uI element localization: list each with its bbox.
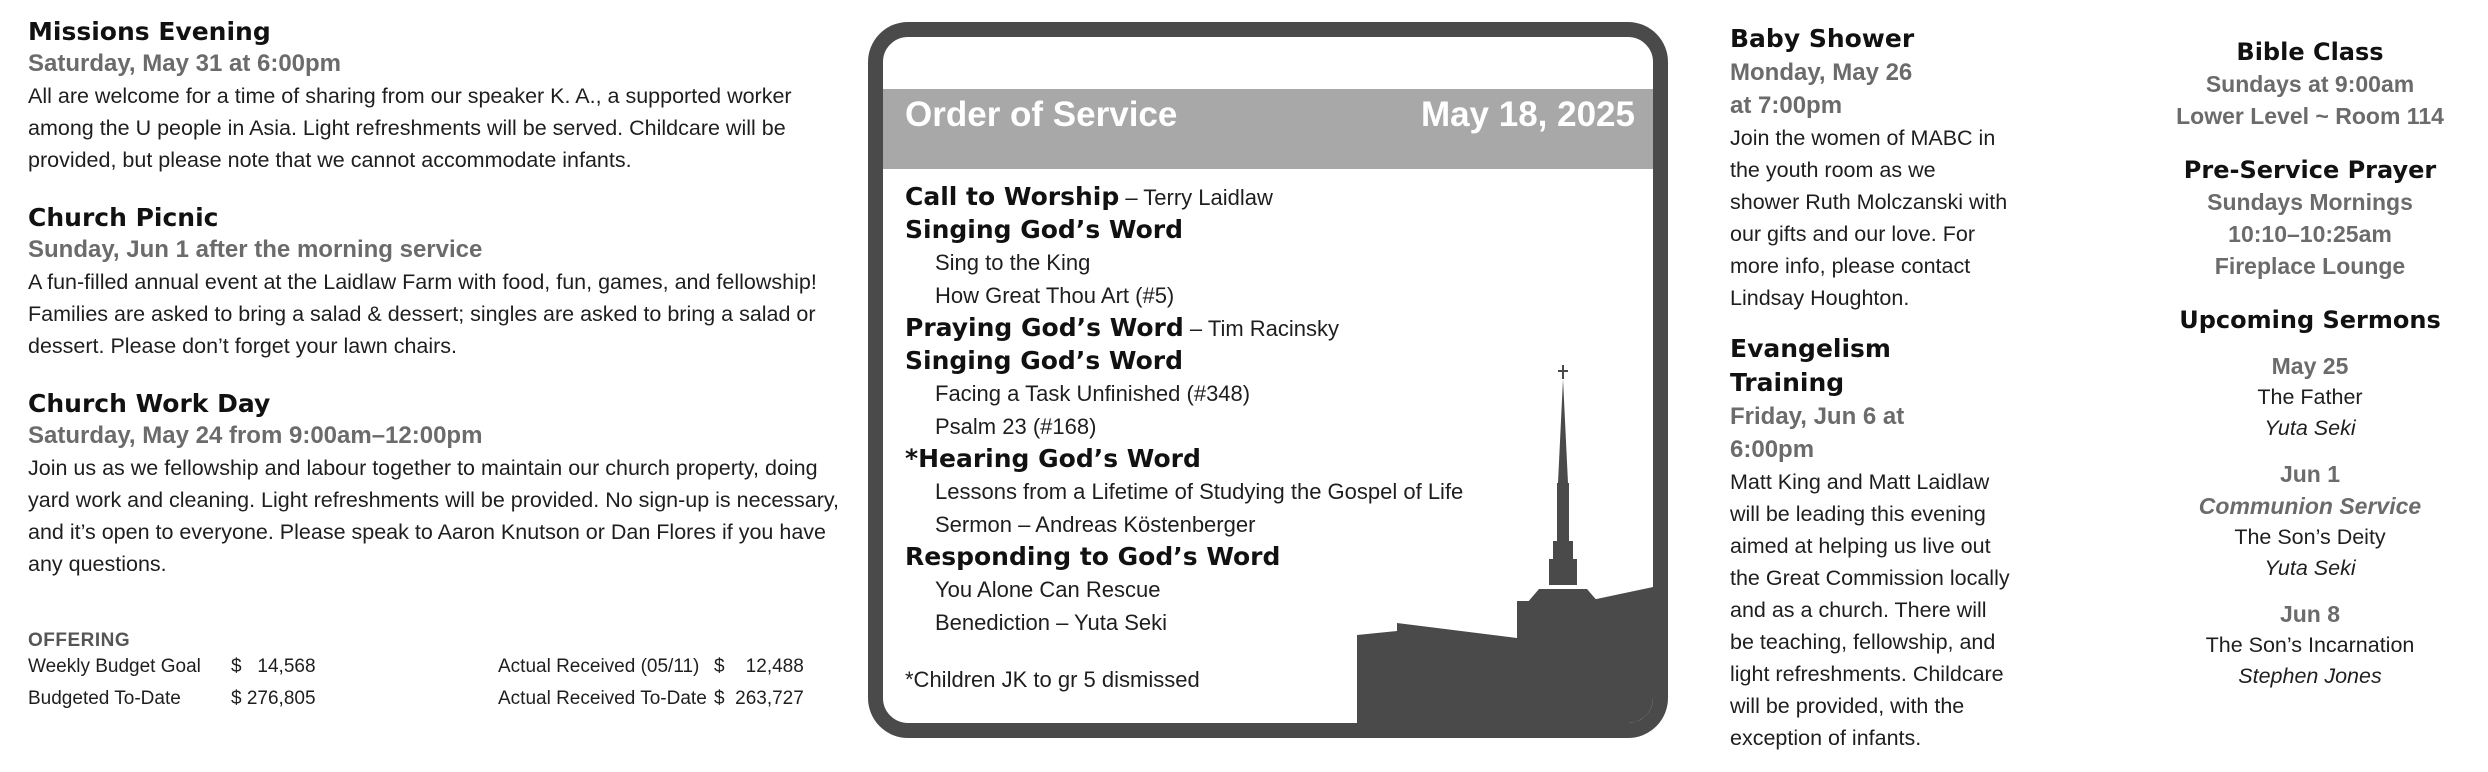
service-subitem: Facing a Task Unfinished (#348) [935,381,1251,406]
event-block [1730,22,2030,314]
offering-row [28,688,828,720]
service-heading [905,181,1645,214]
mid-events-column [1730,22,2030,772]
order-of-service-title: Order of Service [905,95,1178,134]
church-steeple-icon [1357,363,1653,723]
bible-class-title: Bible Class [2236,38,2384,66]
service-heading [905,312,1645,345]
offering-row [28,656,828,688]
event-text-line: A fun-filled annual event at the Laidlaw Farm with food, fun, games, and fellowship! [28,270,817,294]
event-text-line: dessert. Please don’t forget your lawn chairs. [28,334,458,358]
service-subitem: Sermon – Andreas Köstenberger [935,511,1256,537]
right-info-column [2130,36,2488,706]
offering-value: $ 14,568 [231,656,316,677]
event-when: at 7:00pm [1730,92,1843,119]
event-title: Missions Evening [28,17,271,46]
service-subitem: Psalm 23 (#168) [935,413,1097,439]
event-text-line: and it’s open to everyone. Please speak to Aaron Knutson or Dan Flores if you have [28,520,826,544]
event-title: Church Work Day [28,389,271,418]
event-text-line: yard work and cleaning. Light refreshments will be provided. No sign-up is necessary, [28,488,840,512]
sermon-title: The Son’s Deity [2234,525,2386,549]
offering-label: Weekly Budget Goal [28,656,201,677]
event-when: 6:00pm [1730,436,1815,463]
offering-label: Actual Received (05/11) [498,656,700,677]
sermon-list [2130,350,2488,692]
service-subitem: Lessons from a Lifetime of Studying the Gospel of Life [935,479,1464,504]
sermons-title: Upcoming Sermons [2179,306,2441,334]
service-subitem: Sing to the King [935,250,1091,275]
event-text-line: more info, please contact [1730,254,1971,278]
event-text-line: aimed at helping us live out [1730,534,1991,558]
event-when: Saturday, May 31 at 6:00pm [28,50,342,77]
event-text-line: shower Ruth Molczanski with [1730,190,2008,214]
service-subitem: How Great Thou Art (#5) [935,282,1175,308]
service-heading [905,214,1645,247]
event-block [28,202,848,362]
sermon-series: Communion Service [2198,493,2422,519]
order-of-service-date: May 18, 2025 [1420,95,1635,134]
event-title: Training [1730,368,1845,397]
event-text-line: and as a church. There will [1730,598,1987,622]
prayer-day: Sundays Mornings [2207,189,2413,215]
event-text-line: provided, but please note that we cannot accommodate infants. [28,148,632,172]
service-heading-text: *Hearing God’s Word [905,444,1201,473]
children-note: *Children JK to gr 5 dismissed [905,667,1200,692]
sermon-speaker: Yuta Seki [2264,416,2356,440]
event-text-line: Families are asked to bring a salad & dessert; singles are asked to bring a salad or [28,302,816,326]
event-title: Evangelism [1730,334,1891,363]
bible-class-location: Lower Level ~ Room 114 [2176,103,2444,129]
event-block [1730,332,2030,754]
sermon-speaker: Stephen Jones [2238,664,2382,688]
left-events-column [28,16,848,606]
offering-section [28,630,828,720]
event-text-line: Join us as we fellowship and labour together to maintain our church property, doing [28,456,818,480]
service-leader: – Tim Racinsky [1183,316,1340,341]
prayer-time: 10:10–10:25am [2228,221,2392,247]
sermon-entry [2130,598,2488,692]
sermon-date: Jun 8 [2279,601,2341,627]
prayer-block [2130,154,2488,282]
offering-value: $ 263,727 [714,688,804,709]
event-text-line: our gifts and our love. For [1730,222,1975,246]
event-text-line: will be leading this evening [1730,502,1986,526]
event-text-line: Matt King and Matt Laidlaw [1730,470,1990,494]
event-when: Friday, Jun 6 at [1730,403,1905,430]
event-text-line: Join the women of MABC in [1730,126,1996,150]
order-of-service-box [868,22,1668,738]
event-when: Monday, May 26 [1730,59,1913,86]
sermon-title: The Father [2257,385,2363,409]
service-heading-text: Call to Worship [905,182,1120,211]
event-text-line: Lindsay Houghton. [1730,286,1910,310]
service-heading-text: Praying God’s Word [905,313,1184,342]
prayer-title: Pre-Service Prayer [2183,156,2437,184]
event-text-line: exception of infants. [1730,726,1922,750]
event-text-line: light refreshments. Childcare [1730,662,2004,686]
sermon-speaker: Yuta Seki [2264,556,2356,580]
event-text-line: All are welcome for a time of sharing from our speaker K. A., a supported worker [28,84,792,108]
event-text-line: the youth room as we [1730,158,1936,182]
service-subitem: You Alone Can Rescue [935,577,1161,602]
offering-label: Budgeted To-Date [28,688,181,709]
bible-class-time: Sundays at 9:00am [2205,71,2415,97]
event-title: Baby Shower [1730,24,1915,53]
service-heading-text: Singing God’s Word [905,215,1183,244]
sermon-entry [2130,350,2488,444]
prayer-location: Fireplace Lounge [2214,253,2406,279]
event-block [28,388,848,580]
offering-title: OFFERING [28,630,131,651]
sermon-date: May 25 [2271,353,2349,379]
offering-value: $ 12,488 [714,656,804,677]
service-subitem: Benediction – Yuta Seki [935,609,1167,635]
event-text-line: among the U people in Asia. Light refreshments will be served. Childcare will be [28,116,786,140]
event-text-line: any questions. [28,552,167,576]
event-text-line: the Great Commission locally [1730,566,2010,590]
offering-label: Actual Received To-Date [498,688,707,709]
service-heading-text: Responding to God’s Word [905,542,1281,571]
sermon-entry [2130,458,2488,584]
service-leader: – Terry Laidlaw [1119,185,1273,210]
service-heading-text: Singing God’s Word [905,346,1183,375]
event-when: Saturday, May 24 from 9:00am–12:00pm [28,422,483,449]
sermon-date: Jun 1 [2279,461,2341,487]
sermon-title: The Son’s Incarnation [2205,633,2415,657]
event-text-line: will be provided, with the [1730,694,1965,718]
offering-value: $ 276,805 [231,688,316,709]
event-text-line: be teaching, fellowship, and [1730,630,1996,654]
event-title: Church Picnic [28,203,219,232]
bible-class-block [2130,36,2488,132]
event-block [28,16,848,176]
event-when: Sunday, Jun 1 after the morning service [28,236,483,263]
